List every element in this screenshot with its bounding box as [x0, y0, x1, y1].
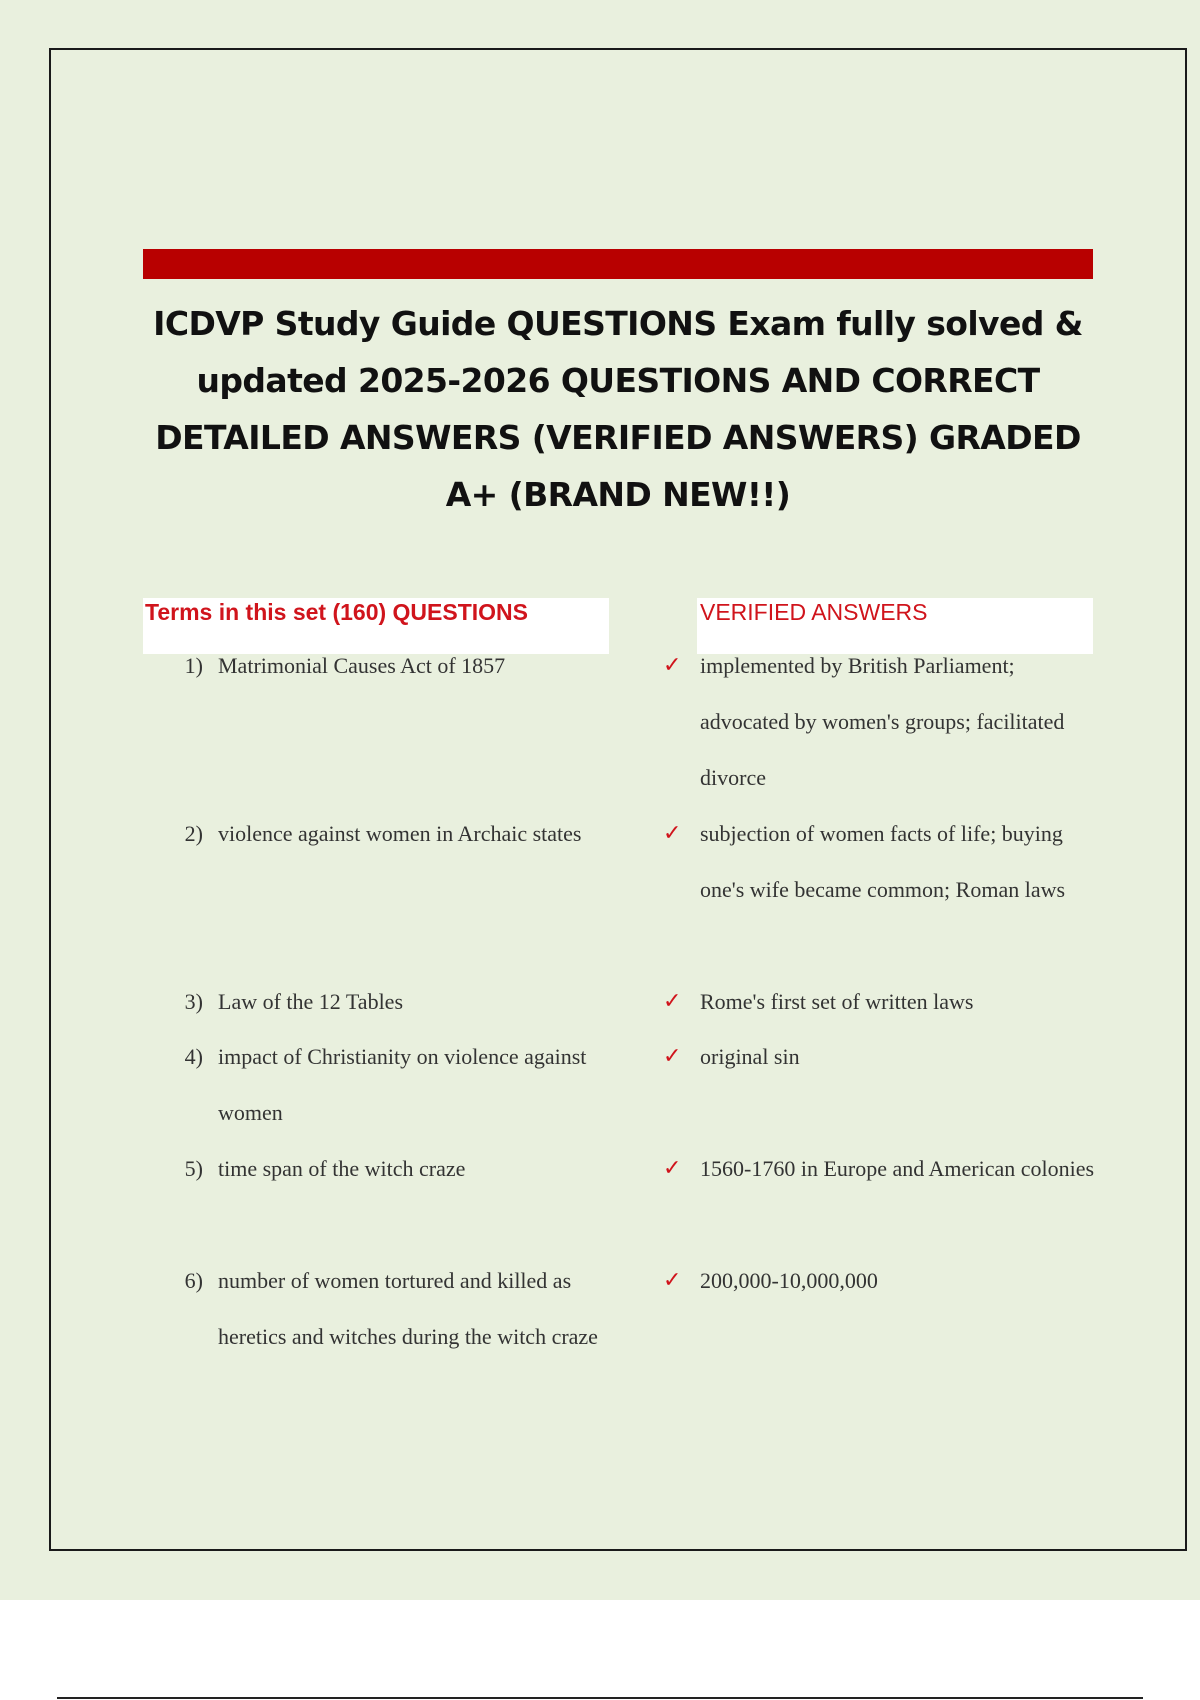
- question-number: 5): [184, 1156, 203, 1181]
- checkmark-icon: ✓: [663, 821, 682, 846]
- question-text: number of women tortured and killed as heretics and witches during the witch craze: [218, 1268, 598, 1349]
- question-text: violence against women in Archaic states: [218, 821, 582, 846]
- question-text: Matrimonial Causes Act of 1857: [218, 653, 506, 678]
- document-title: ICDVP Study Guide QUESTIONS Exam fully solved & updated 2025-2026 QUESTIONS AND CORRECT DETAILED ANSWERS (VERIFIED ANSWERS) GRADED A+ (BRAND NEW!!): [153, 304, 1083, 514]
- answers-column-header: VERIFIED ANSWERS: [697, 598, 1093, 654]
- answer-text: original sin: [700, 1044, 800, 1069]
- checkmark-icon: ✓: [663, 989, 682, 1014]
- question-text: time span of the witch craze: [218, 1156, 466, 1181]
- checkmark-icon: ✓: [663, 1156, 682, 1181]
- question-text: impact of Christianity on violence against women: [218, 1044, 587, 1125]
- question-number: 3): [184, 989, 203, 1014]
- answer-text: implemented by British Parliament; advocated by women's groups; facilitated divorce: [700, 653, 1065, 790]
- question-text: Law of the 12 Tables: [218, 989, 404, 1014]
- checkmark-icon: ✓: [663, 1268, 682, 1293]
- answer-text: 1560-1760 in Europe and American colonies: [700, 1156, 1095, 1181]
- answer-text: Rome's first set of written laws: [700, 989, 974, 1014]
- answer-text: subjection of women facts of life; buying one's wife became common; Roman laws: [700, 821, 1066, 902]
- question-number: 2): [184, 821, 203, 846]
- questions-column-header: Terms in this set (160) QUESTIONS: [143, 598, 609, 654]
- answer-text: 200,000-10,000,000: [700, 1268, 878, 1293]
- checkmark-icon: ✓: [663, 1044, 682, 1069]
- question-number: 4): [184, 1044, 203, 1069]
- title-accent-bar: [143, 249, 1093, 279]
- footer-rule: [57, 1697, 1143, 1699]
- checkmark-icon: ✓: [663, 653, 682, 678]
- question-number: 6): [184, 1268, 203, 1293]
- question-number: 1): [184, 653, 203, 678]
